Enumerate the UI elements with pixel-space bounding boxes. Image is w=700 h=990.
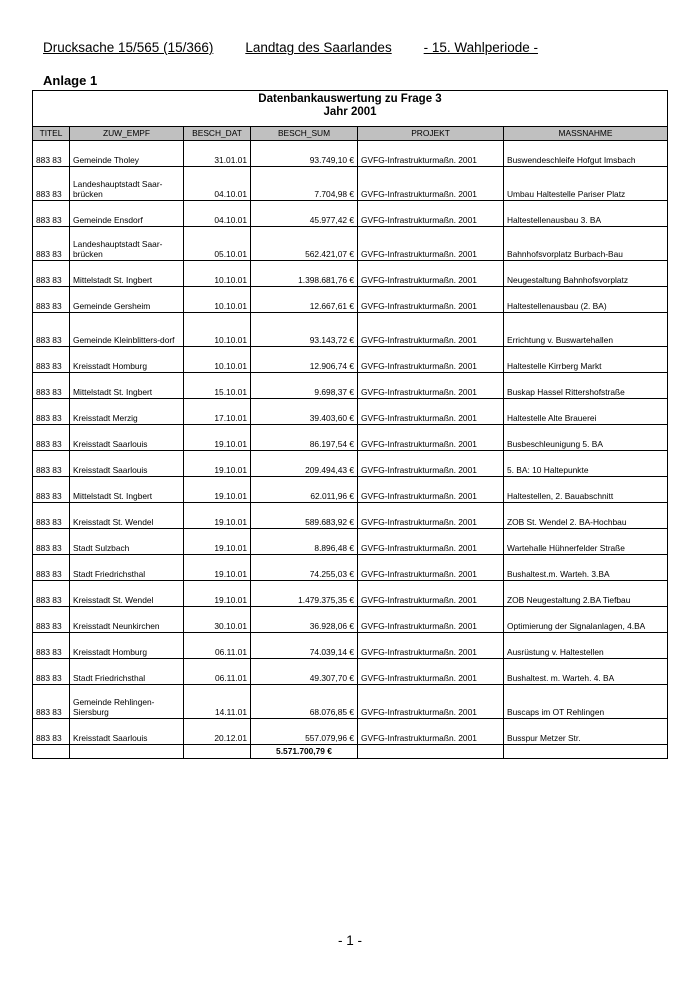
- row-spacer: [33, 261, 668, 270]
- cell-projekt: GVFG-Infrastrukturmaßn. 2001: [358, 589, 504, 607]
- cell-zuw-empf: Kreisstadt St. Wendel: [70, 589, 184, 607]
- cell-massnahme: Busspur Metzer Str.: [504, 727, 668, 745]
- cell-massnahme: ZOB Neugestaltung 2.BA Tiefbau: [504, 589, 668, 607]
- cell-projekt: GVFG-Infrastrukturmaßn. 2001: [358, 615, 504, 633]
- table-title: [33, 91, 668, 127]
- cell-besch-dat: 31.01.01: [184, 149, 251, 167]
- cell-massnahme: Umbau Haltestelle Pariser Platz: [504, 175, 668, 201]
- cell-massnahme: 5. BA: 10 Haltepunkte: [504, 459, 668, 477]
- table-row: [33, 407, 668, 425]
- cell-besch-sum: 68.076,85 €: [251, 693, 358, 719]
- row-spacer: [33, 685, 668, 694]
- cell-zuw-empf: Mittelstadt St. Ingbert: [70, 485, 184, 503]
- cell-besch-dat: 10.10.01: [184, 321, 251, 347]
- cell-titel: 883 83: [33, 149, 70, 167]
- cell-massnahme: Haltestelle Alte Brauerei: [504, 407, 668, 425]
- row-spacer: [33, 503, 668, 512]
- row-spacer: [33, 399, 668, 408]
- cell-titel: 883 83: [33, 727, 70, 745]
- cell-besch-dat: 10.10.01: [184, 269, 251, 287]
- cell-besch-dat: 10.10.01: [184, 355, 251, 373]
- column-header-besch-dat: BESCH_DAT: [184, 127, 251, 141]
- column-header-zuw-empf: ZUW_EMPF: [70, 127, 184, 141]
- parliament-name: Landtag des Saarlandes: [245, 40, 392, 55]
- cell-projekt: GVFG-Infrastrukturmaßn. 2001: [358, 511, 504, 529]
- legislative-period: - 15. Wahlperiode -: [423, 40, 538, 55]
- table-row: [33, 175, 668, 201]
- column-header-projekt: PROJEKT: [358, 127, 504, 141]
- cell-titel: 883 83: [33, 641, 70, 659]
- cell-projekt: GVFG-Infrastrukturmaßn. 2001: [358, 641, 504, 659]
- row-spacer: [33, 581, 668, 590]
- table-row: [33, 667, 668, 685]
- row-spacer: [33, 425, 668, 434]
- cell-zuw-empf: Gemeinde Gersheim: [70, 295, 184, 313]
- cell-massnahme: Bahnhofsvorplatz Burbach-Bau: [504, 235, 668, 261]
- cell-besch-dat: 19.10.01: [184, 589, 251, 607]
- cell-projekt: GVFG-Infrastrukturmaßn. 2001: [358, 485, 504, 503]
- cell-massnahme: Buscaps im OT Rehlingen: [504, 693, 668, 719]
- row-spacer: [33, 607, 668, 616]
- table-row: [33, 615, 668, 633]
- cell-massnahme: Haltestellen, 2. Bauabschnitt: [504, 485, 668, 503]
- cell-besch-dat: 19.10.01: [184, 459, 251, 477]
- cell-besch-sum: 1.398.681,76 €: [251, 269, 358, 287]
- cell-titel: 883 83: [33, 175, 70, 201]
- cell-projekt: GVFG-Infrastrukturmaßn. 2001: [358, 355, 504, 373]
- cell-zuw-empf: Gemeinde Ensdorf: [70, 209, 184, 227]
- table-title-line1: Datenbankauswertung zu Frage 3: [258, 93, 442, 105]
- cell-besch-dat: 05.10.01: [184, 235, 251, 261]
- cell-titel: 883 83: [33, 433, 70, 451]
- cell-besch-dat: 19.10.01: [184, 485, 251, 503]
- cell-titel: 883 83: [33, 589, 70, 607]
- cell-besch-dat: 20.12.01: [184, 727, 251, 745]
- cell-zuw-empf: Gemeinde Kleinblitters-dorf: [70, 321, 184, 347]
- cell-projekt: GVFG-Infrastrukturmaßn. 2001: [358, 209, 504, 227]
- cell-massnahme: Bushaltest.m. Warteh. 3.BA: [504, 563, 668, 581]
- column-header-row: [33, 127, 668, 141]
- row-spacer: [33, 555, 668, 564]
- table-row: [33, 235, 668, 261]
- row-spacer: [33, 477, 668, 486]
- table-row: [33, 537, 668, 555]
- cell-projekt: GVFG-Infrastrukturmaßn. 2001: [358, 407, 504, 425]
- table-row: [33, 727, 668, 745]
- table-row: [33, 693, 668, 719]
- row-spacer: [33, 719, 668, 728]
- cell-besch-sum: 39.403,60 €: [251, 407, 358, 425]
- cell-massnahme: Errichtung v. Buswartehallen: [504, 321, 668, 347]
- cell-zuw-empf: Landeshauptstadt Saar-brücken: [70, 175, 184, 201]
- cell-projekt: GVFG-Infrastrukturmaßn. 2001: [358, 175, 504, 201]
- cell-besch-sum: 93.143,72 €: [251, 321, 358, 347]
- cell-besch-sum: 93.749,10 €: [251, 149, 358, 167]
- cell-besch-dat: 19.10.01: [184, 537, 251, 555]
- cell-besch-dat: 17.10.01: [184, 407, 251, 425]
- table-row: [33, 321, 668, 347]
- table-row: [33, 149, 668, 167]
- row-spacer: [33, 141, 668, 150]
- cell-besch-sum: 8.896,48 €: [251, 537, 358, 555]
- cell-zuw-empf: Stadt Friedrichsthal: [70, 563, 184, 581]
- cell-massnahme: Busbeschleunigung 5. BA: [504, 433, 668, 451]
- cell-zuw-empf: Mittelstadt St. Ingbert: [70, 381, 184, 399]
- cell-besch-sum: 9.698,37 €: [251, 381, 358, 399]
- cell-titel: 883 83: [33, 269, 70, 287]
- cell-zuw-empf: Stadt Friedrichsthal: [70, 667, 184, 685]
- row-spacer: [33, 659, 668, 668]
- cell-zuw-empf: Kreisstadt Saarlouis: [70, 433, 184, 451]
- cell-massnahme: Buswendeschleife Hofgut Imsbach: [504, 149, 668, 167]
- table-row: [33, 269, 668, 287]
- drucksache-number: Drucksache 15/565 (15/366): [43, 40, 214, 55]
- cell-zuw-empf: Kreisstadt Merzig: [70, 407, 184, 425]
- cell-massnahme: Haltestelle Kirrberg Markt: [504, 355, 668, 373]
- total-sum: 5.571.700,79 €: [251, 745, 358, 759]
- row-spacer: [33, 347, 668, 356]
- cell-projekt: GVFG-Infrastrukturmaßn. 2001: [358, 149, 504, 167]
- cell-besch-dat: 06.11.01: [184, 641, 251, 659]
- cell-massnahme: Ausrüstung v. Haltestellen: [504, 641, 668, 659]
- cell-zuw-empf: Mittelstadt St. Ingbert: [70, 269, 184, 287]
- row-spacer: [33, 633, 668, 642]
- row-spacer: [33, 313, 668, 322]
- cell-massnahme: Wartehalle Hühnerfelder Straße: [504, 537, 668, 555]
- appendix-label: Anlage 1: [43, 73, 98, 88]
- table-row: [33, 459, 668, 477]
- cell-besch-sum: 209.494,43 €: [251, 459, 358, 477]
- cell-projekt: GVFG-Infrastrukturmaßn. 2001: [358, 321, 504, 347]
- cell-besch-dat: 19.10.01: [184, 433, 251, 451]
- table-title-line2: Jahr 2001: [323, 106, 377, 118]
- row-spacer: [33, 167, 668, 176]
- cell-besch-dat: 04.10.01: [184, 209, 251, 227]
- cell-titel: 883 83: [33, 321, 70, 347]
- cell-titel: 883 83: [33, 615, 70, 633]
- row-spacer: [33, 529, 668, 538]
- cell-besch-dat: 19.10.01: [184, 511, 251, 529]
- cell-projekt: GVFG-Infrastrukturmaßn. 2001: [358, 459, 504, 477]
- cell-zuw-empf: Kreisstadt St. Wendel: [70, 511, 184, 529]
- cell-titel: 883 83: [33, 407, 70, 425]
- table-row: [33, 295, 668, 313]
- cell-besch-sum: 589.683,92 €: [251, 511, 358, 529]
- cell-besch-sum: 36.928,06 €: [251, 615, 358, 633]
- cell-titel: 883 83: [33, 667, 70, 685]
- row-spacer: [33, 451, 668, 460]
- cell-projekt: GVFG-Infrastrukturmaßn. 2001: [358, 537, 504, 555]
- table-row: [33, 485, 668, 503]
- cell-besch-dat: 04.10.01: [184, 175, 251, 201]
- cell-titel: 883 83: [33, 295, 70, 313]
- cell-titel: 883 83: [33, 381, 70, 399]
- table-row: [33, 641, 668, 659]
- cell-besch-sum: 12.667,61 €: [251, 295, 358, 313]
- cell-zuw-empf: Kreisstadt Saarlouis: [70, 459, 184, 477]
- row-spacer: [33, 373, 668, 382]
- cell-besch-dat: 19.10.01: [184, 563, 251, 581]
- cell-besch-sum: 62.011,96 €: [251, 485, 358, 503]
- cell-massnahme: ZOB St. Wendel 2. BA-Hochbau: [504, 511, 668, 529]
- cell-besch-dat: 30.10.01: [184, 615, 251, 633]
- cell-besch-dat: 14.11.01: [184, 693, 251, 719]
- column-header-besch-sum: BESCH_SUM: [251, 127, 358, 141]
- cell-zuw-empf: Gemeinde Rehlingen-Siersburg: [70, 693, 184, 719]
- row-spacer: [33, 227, 668, 236]
- cell-zuw-empf: Kreisstadt Homburg: [70, 355, 184, 373]
- cell-besch-sum: 12.906,74 €: [251, 355, 358, 373]
- cell-besch-dat: 15.10.01: [184, 381, 251, 399]
- cell-besch-sum: 49.307,70 €: [251, 667, 358, 685]
- cell-titel: 883 83: [33, 485, 70, 503]
- cell-besch-sum: 7.704,98 €: [251, 175, 358, 201]
- cell-massnahme: Haltestellenausbau 3. BA: [504, 209, 668, 227]
- cell-projekt: GVFG-Infrastrukturmaßn. 2001: [358, 381, 504, 399]
- cell-projekt: GVFG-Infrastrukturmaßn. 2001: [358, 295, 504, 313]
- cell-projekt: GVFG-Infrastrukturmaßn. 2001: [358, 235, 504, 261]
- cell-projekt: GVFG-Infrastrukturmaßn. 2001: [358, 727, 504, 745]
- cell-titel: 883 83: [33, 209, 70, 227]
- table-row: [33, 355, 668, 373]
- cell-titel: 883 83: [33, 511, 70, 529]
- document-header: [43, 40, 538, 55]
- row-spacer: [33, 287, 668, 296]
- cell-massnahme: Optimierung der Signalanlagen, 4.BA: [504, 615, 668, 633]
- cell-zuw-empf: Kreisstadt Neunkirchen: [70, 615, 184, 633]
- cell-massnahme: Haltestellenausbau (2. BA): [504, 295, 668, 313]
- cell-massnahme: Bushaltest. m. Warteh. 4. BA: [504, 667, 668, 685]
- cell-projekt: GVFG-Infrastrukturmaßn. 2001: [358, 563, 504, 581]
- cell-massnahme: Buskap Hassel Rittershofstraße: [504, 381, 668, 399]
- cell-massnahme: Neugestaltung Bahnhofsvorplatz: [504, 269, 668, 287]
- column-header-massnahme: MASSNAHME: [504, 127, 668, 141]
- cell-projekt: GVFG-Infrastrukturmaßn. 2001: [358, 693, 504, 719]
- data-table: [32, 90, 668, 759]
- table-row: [33, 563, 668, 581]
- cell-besch-sum: 562.421,07 €: [251, 235, 358, 261]
- cell-besch-dat: 10.10.01: [184, 295, 251, 313]
- cell-zuw-empf: Kreisstadt Homburg: [70, 641, 184, 659]
- cell-titel: 883 83: [33, 693, 70, 719]
- cell-besch-sum: 74.255,03 €: [251, 563, 358, 581]
- cell-zuw-empf: Landeshauptstadt Saar-brücken: [70, 235, 184, 261]
- cell-titel: 883 83: [33, 235, 70, 261]
- cell-besch-sum: 1.479.375,35 €: [251, 589, 358, 607]
- table-row: [33, 381, 668, 399]
- cell-besch-sum: 45.977,42 €: [251, 209, 358, 227]
- cell-titel: 883 83: [33, 537, 70, 555]
- cell-projekt: GVFG-Infrastrukturmaßn. 2001: [358, 433, 504, 451]
- table-row: [33, 433, 668, 451]
- cell-zuw-empf: Gemeinde Tholey: [70, 149, 184, 167]
- cell-projekt: GVFG-Infrastrukturmaßn. 2001: [358, 667, 504, 685]
- table-row: [33, 209, 668, 227]
- row-spacer: [33, 201, 668, 210]
- cell-zuw-empf: Kreisstadt Saarlouis: [70, 727, 184, 745]
- cell-besch-sum: 557.079,96 €: [251, 727, 358, 745]
- cell-titel: 883 83: [33, 355, 70, 373]
- table-row: [33, 589, 668, 607]
- page-number: - 1 -: [337, 933, 362, 948]
- total-row: [33, 745, 668, 759]
- cell-besch-sum: 74.039,14 €: [251, 641, 358, 659]
- cell-projekt: GVFG-Infrastrukturmaßn. 2001: [358, 269, 504, 287]
- cell-besch-dat: 06.11.01: [184, 667, 251, 685]
- column-header-titel: TITEL: [33, 127, 70, 141]
- cell-titel: 883 83: [33, 459, 70, 477]
- cell-besch-sum: 86.197,54 €: [251, 433, 358, 451]
- cell-titel: 883 83: [33, 563, 70, 581]
- table-row: [33, 511, 668, 529]
- cell-zuw-empf: Stadt Sulzbach: [70, 537, 184, 555]
